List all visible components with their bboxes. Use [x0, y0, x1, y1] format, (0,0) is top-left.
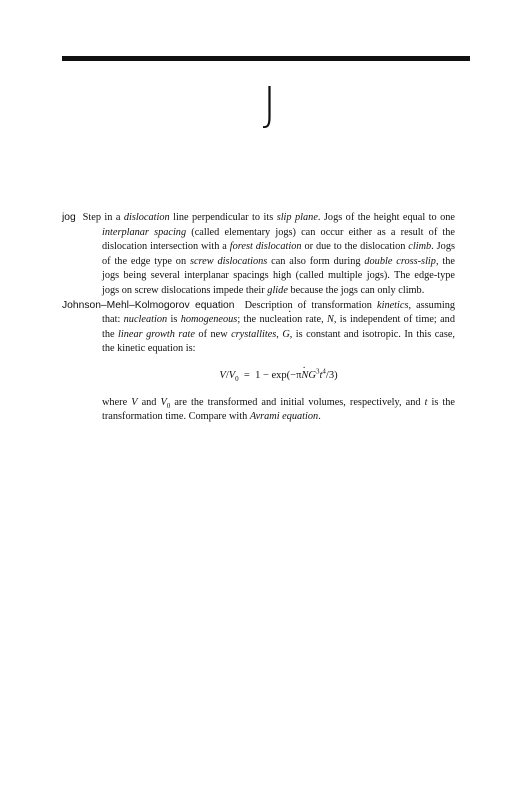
text-run: because the jogs can only climb. [287, 284, 425, 296]
text-run: of new [194, 328, 232, 340]
text-run: interplanar spacing [102, 226, 187, 238]
text-run: . Jogs of the edge type on [102, 241, 455, 267]
text-run: Avrami equation [249, 411, 319, 423]
text-run: . Jogs of the height equal to one [317, 212, 455, 223]
text-run: , [276, 328, 283, 340]
headword: Johnson–Mehl–Kolmogorov equation [62, 299, 235, 311]
definition [83, 212, 455, 296]
text-run: V [131, 396, 138, 408]
headword: jog [62, 212, 76, 223]
text-run: , assuming that: [102, 299, 455, 326]
text-run: V [160, 396, 167, 408]
text-run: and [137, 396, 161, 408]
text-run: Step in a [82, 212, 124, 223]
text-run: ; the nucleation rate, [237, 314, 328, 326]
text-run: are the transformed and initial volumes, respectively, and [170, 396, 425, 408]
text-run: climb [408, 241, 432, 253]
text-run: glide [267, 284, 288, 296]
text-run: , the jogs being several interplanar spacings high (called multiple jogs). The edge-type jogs on screw dislocations impede their [102, 255, 455, 296]
text-run: homogeneous [180, 314, 238, 326]
text-run: slip plane [276, 212, 318, 223]
text-run: where [102, 396, 132, 408]
text-run: (called elementary jogs) can occur either as a result of the dislocation intersection with a [102, 226, 456, 253]
text-run: kinetics [377, 299, 409, 311]
text-run: · N [327, 314, 334, 325]
kinetic-equation: $V/V_0 = 1 - \exp(-\pi\cdot NG^3t^4/3)$ [102, 369, 455, 384]
text-run: Description of transformation [244, 299, 378, 311]
text-run: can also form during [267, 255, 365, 267]
text-run: is the transformation time. Compare with [102, 396, 455, 423]
text-run: , is constant and isotropic. In this case, the kinetic equation is: [102, 328, 455, 355]
text-run: G [282, 328, 290, 340]
text-run: linear growth rate [118, 328, 195, 340]
text-run: nucleation [123, 314, 168, 326]
text-run: . [318, 411, 321, 423]
text-run: or due to the dislocation [301, 241, 409, 253]
entry-johnson-mehl-kolmogorov [62, 299, 455, 357]
text-run: forest dislocation [229, 241, 302, 253]
text-run: crystallites [231, 328, 277, 340]
text-run: 0 [166, 401, 171, 410]
text-run: double cross-slip [364, 255, 436, 267]
text-run: screw dislocations [189, 255, 268, 267]
entry-jog [62, 211, 455, 299]
text-run: is [167, 314, 181, 326]
equation-explanation [62, 396, 455, 425]
entries [62, 211, 455, 425]
text-run: dislocation [123, 212, 170, 223]
text-run: t [424, 396, 428, 408]
text-run: , is independent of time; and the [102, 314, 455, 340]
chapter-rule [62, 56, 470, 61]
chapter-letter: J [262, 77, 277, 131]
text-run: line perpendicular to its [169, 212, 277, 223]
